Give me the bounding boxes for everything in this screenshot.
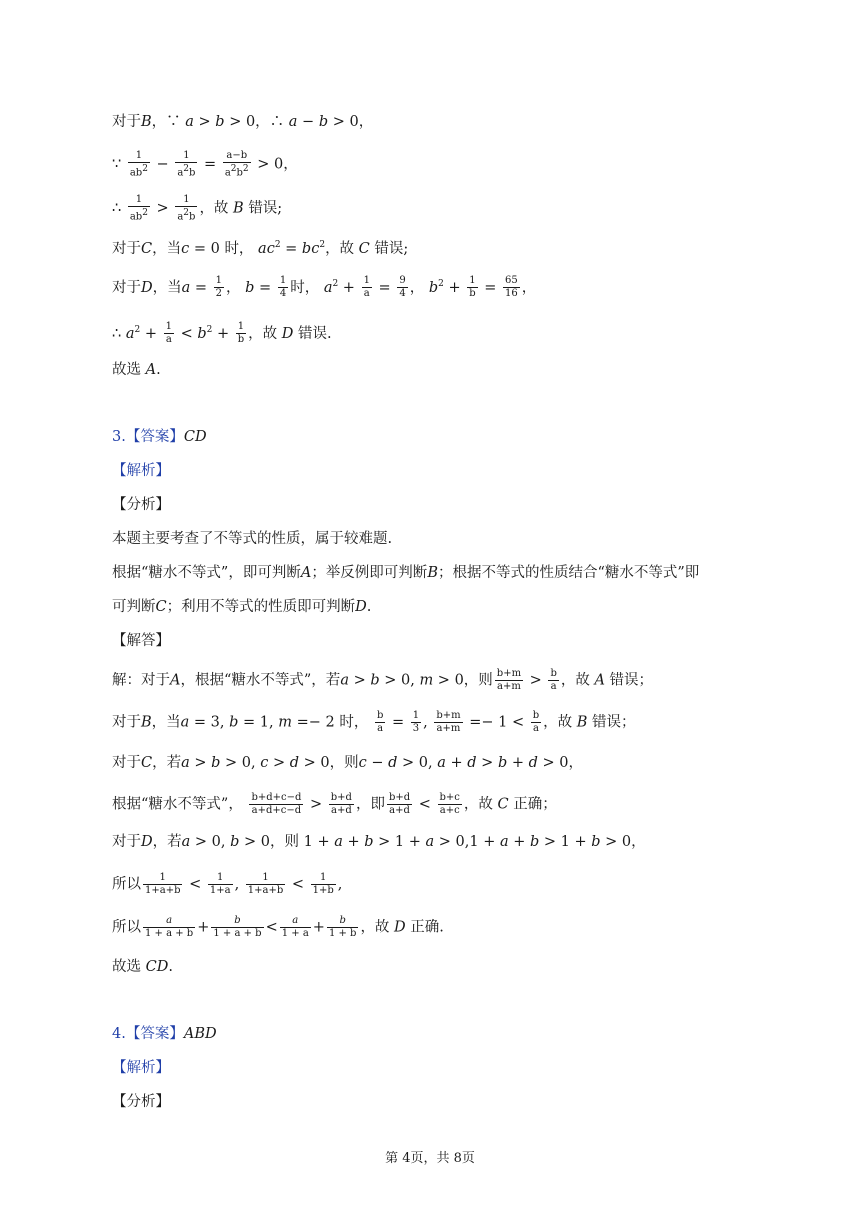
text-line: 对于D，当a = $\frac{1}{2}$ ， b = $\frac{1}{4}$ 时， $a^2$ + $\frac{1}{a}$ = $\frac{9}{4}$ ， $b^2$ + $\frac{1}{b}$ = $\frac{65}{16}$ ， xyxy=(112,275,537,300)
section-jiexi: 【解析】 xyxy=(112,1060,170,1076)
text-line: 对于B，当a = 3, b = 1, m =− 2 时， $\frac{b}{a}$ = $\frac{1}{3}$ , $\frac{b+m}{a+m}$ =− 1 < $\frac{b}{a}$ ，故 B 错误； xyxy=(112,710,636,734)
text-line: 对于B，∵ a > b > 0，∴ a − b > 0， xyxy=(112,114,374,130)
text-line: 解：对于A，根据“糖水不等式”，若a > b > 0, m > 0，则 $\frac{b+m}{a+m}$ > $\frac{b}{a}$ ，故 A 错误； xyxy=(112,668,654,692)
section-jieda: 【解答】 xyxy=(112,633,170,649)
text-line: 所以 $\frac{1}{1+a+b}$ < $\frac{1}{1+a}$ , $\frac{1}{1+a+b}$ < $\frac{1}{1+b}$ , xyxy=(112,872,343,896)
text-line: 对于C，当c = 0 时， $ac^2 = bc^2$，故 C 错误; xyxy=(112,240,409,257)
section-fenxi: 【分析】 xyxy=(112,497,170,513)
text-line: ∴ $\frac{1}{ab^2}$ > $\frac{1}{a^2b}$ ，故 B 错误; xyxy=(112,194,283,223)
text-line: 对于D，若a > 0, b > 0，则 1 + a + b > 1 + a > 0,1 + a + b > 1 + b > 0， xyxy=(112,834,646,850)
question-4-header: 4.【答案】ABD xyxy=(112,1026,217,1042)
text-line: 故选 CD. xyxy=(112,959,173,975)
text-line: 所以 $\frac{a}{1 + a + b}$ + $\frac{b}{1 + a + b}$ < $\frac{a}{1 + a}$ + $\frac{b}{1 + b}$ ，故 D 正确. xyxy=(112,915,444,939)
text-line: 可判断C；利用不等式的性质即可判断D. xyxy=(112,599,372,615)
text-line: ∴ $a^2$ + $\frac{1}{a}$ < $b^2$ + $\frac{1}{b}$ ，故 D 错误. xyxy=(112,321,332,346)
text-line: 根据“糖水不等式”， $\frac{b+d+c-d}{a+d+c-d}$ > $\frac{b+d}{a+d}$ ，即 $\frac{b+d}{a+d}$ < $\frac{b+c}{a+c}$ ，故 C 正确； xyxy=(112,792,557,816)
section-fenxi: 【分析】 xyxy=(112,1094,170,1110)
text-line: 根据“糖水不等式”，即可判断A；举反例即可判断B；根据不等式的性质结合“糖水不等式”即 xyxy=(112,565,700,581)
section-jiexi: 【解析】 xyxy=(112,463,170,479)
text-line: 本题主要考查了不等式的性质，属于较难题. xyxy=(112,531,393,547)
text-line: 对于C，若a > b > 0, c > d > 0，则c − d > 0, a + d > b + d > 0， xyxy=(112,755,584,771)
text-line: ∵ $\frac{1}{ab^2}$ − $\frac{1}{a^2b}$ = $\frac{a-b}{a^2b^2}$ > 0， xyxy=(112,150,298,179)
question-3-header: 3.【答案】CD xyxy=(112,429,207,445)
text-line: 故选 A. xyxy=(112,362,161,378)
page-footer: 第 4页，共 8页 xyxy=(385,1151,475,1166)
